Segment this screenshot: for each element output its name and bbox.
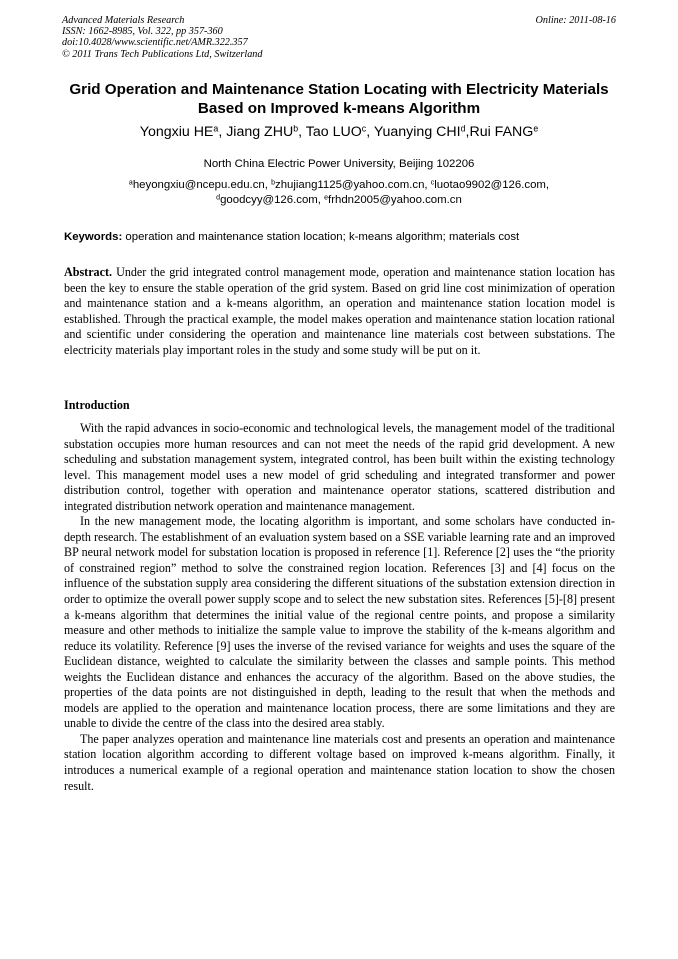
author-list: [62, 124, 616, 141]
doi-line: doi:10.4028/www.scientific.net/AMR.322.357: [62, 37, 248, 49]
abstract-text: Under the grid integrated control management mode, operation and maintenance station location has been the key to ensure the stable operation of the grid system. Based on grid line cost minimization of operation and maintenance station and a k-means algorithm, an operation and maintenance station location model is established. Through the practical example, the model makes operation and maintenance station location rational and scientific under considering the operation and maintenance line materials cost between substations. The electricity materials play important roles in the study and some study will be put on it.: [64, 265, 616, 357]
author: Tao LUO$^c$,: [305, 123, 374, 140]
affiliation: North China Electric Power University, Beijing 102206: [203, 158, 475, 170]
author: Yuanying CHI$^d$,: [373, 123, 470, 140]
journal-name: Advanced Materials Research: [62, 15, 185, 26]
email-entry: $^e$frhdn2005@yahoo.com.cn: [324, 194, 462, 206]
author-emails: [62, 178, 616, 208]
online-date: Online: 2011-08-16: [535, 15, 616, 26]
paragraph: In the new management mode, the locating algorithm is important, and some scholars have conducted in-depth research. The establishment of an evaluation system based on a SSE variable learning rate and an improved BP neural network model for substation location is proposed in reference [1]. Reference [2] uses the “the priority of constrained region” method to solve the constrained region location. References [3] and [4] focus on the influence of the substation supply area considering the different situations of the substation extension direction in order to optimize the overall power supply scope and to select the new substation sites. References [5]-[8] present a k-means algorithm that determines the initial value of the regional centre points, and propose a similarity measure and other methods to initialize the sample value to improve the stability of the k-means algorithm and reduce its volatility. Reference [9] uses the inverse of the revised variance for weights and uses the square of the Euclidean distance, weighted to calculate the similarity between the classes and sample points. This method weights the Euclidean distance and enhances the accuracy of the algorithm. Based on the above studies, the properties of the data points are not distinguished in depth, leading to the result that when the methods and models are applied to the operation and maintenance location process, there are some limitations and they are unable to divide the centre of the class into the desired area stably.: [64, 514, 615, 731]
abstract: [64, 265, 615, 358]
abstract-label: Abstract.: [64, 265, 113, 279]
copyright-line: © 2011 Trans Tech Publications Ltd, Switzerland: [62, 48, 263, 60]
email-entry: $^c$luotao9902@126.com,: [430, 179, 550, 191]
email-entry: $^b$zhujiang1125@yahoo.com.cn,: [271, 179, 431, 191]
journal-header: [62, 15, 616, 60]
author: Yongxiu $HE^a$,: [139, 123, 227, 140]
author: Rui FANG$^e$: [469, 123, 539, 140]
introduction-body: [64, 421, 615, 794]
keywords-text: operation and maintenance station location; k-means algorithm; materials cost: [125, 231, 520, 243]
section-heading-introduction: Introduction: [64, 398, 130, 412]
keywords-line: [64, 230, 616, 244]
paragraph: With the rapid advances in socio-economic and technological levels, the management model of the traditional substation occupies more human resources and can not meet the needs of the rapid grid development. A new scheduling and substation management system, integrated control, has been built within the existing technology level. This management model uses a new model of grid scheduling and integrated transformer and power distribution control, together with operation and maintenance operator stations, scattered distribution and integrated distribution network operation and maintenance management.: [64, 421, 615, 513]
paper-title: Grid Operation and Maintenance Station Locating with Electricity Materials Based on Improved k-means Algorithm: [69, 81, 609, 117]
paragraph: The paper analyzes operation and maintenance line materials cost and presents an operation and maintenance station location algorithm according to different voltage based on improved k-means algorithm. Finally, it introduces a numerical example of a regional operation and maintenance station location to show the chosen result.: [64, 731, 615, 793]
email-entry: $^a$heyongxiu@ncepu.edu.cn,: [128, 179, 272, 191]
author: Jiang ZHU$^b$,: [226, 123, 306, 140]
email-entry: $^d$goodcyy@126.com,: [216, 194, 325, 206]
keywords-label: Keywords:: [64, 231, 123, 243]
issn-line: ISSN: 1662-8985, Vol. 322, pp 357-360: [62, 26, 223, 38]
